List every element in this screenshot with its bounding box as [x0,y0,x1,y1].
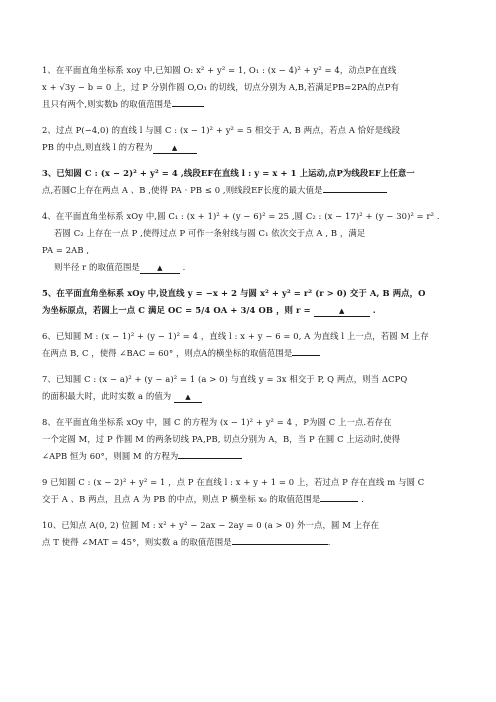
problem-text: 点,若圆C上存在两点 A 、B ,使得 PA · PB ≤ 0 ,则线段EF长度的最大值是 [42,185,323,195]
problem-1 [42,62,454,113]
problem-line: PA = 2AB , [42,245,90,255]
answer-blank[interactable]: ▲ [153,143,197,154]
problem-line: 为坐标原点，若圆上一点 C 满足 OC = 5/4 OA + 3/4 OB ，则 r = ▲ . [42,305,376,315]
problem-4 [42,208,454,276]
problem-line: 5、在平面直角坐标系 xOy 中,设直线 y = −x + 2 与圆 x² + y² = r² (r > 0) 交于 A, B 两点，O [42,288,426,298]
answer-blank[interactable] [323,182,387,193]
problem-line [42,345,454,362]
problem-line: 一个定圆 M，过 P 作圆 M 的两条切线 PA,PB, 切点分别为 A，B，当 P 在圆 C 上运动时,使得 [42,434,401,444]
problem-line: 10、已知点 A(0, 2) 位圆 M : x² + y² − 2ax − 2ay = 0 (a > 0) 外一点，圆 M 上存在 [42,520,380,530]
problem-line [42,139,454,156]
problem-line: 7、已知圆 C : (x − a)² + (y − a)² = 1 (a > 0) 与直线 y = 3x 相交于 P, Q 两点，则当 ΔCPQ [42,374,408,384]
problem-line [42,448,454,465]
problem-line: 8、在平面直角坐标系 xOy 中，圆 C 的方程为 (x − 1)² + y² = 4 ，P为圆 C 上一点.若存在 [42,417,392,427]
answer-blank[interactable]: ▲ [140,263,180,274]
problem-text: 为坐标原点，若圆上一点 C 满足 OC = 5/4 OA + 3/4 OB ，则 r = [42,305,311,315]
answer-blank[interactable]: ▲ [314,306,370,317]
problem-9 [42,474,454,508]
problem-text: 且只有两个,则实数b 的取值范围是 [42,99,172,109]
problem-text: 点 T 使得 ∠MAT = 45°，则实数 a 的取值范围是 [42,537,232,547]
problem-line [42,182,454,199]
problem-text: 则半径 r 的取值范围是 [54,262,140,272]
problem-10 [42,517,454,551]
answer-blank[interactable] [320,491,358,502]
problem-3 [42,165,454,199]
answer-blank[interactable] [232,534,328,545]
problem-line: 若圆 C₂ 上存在一点 P ,使得过点 P 可作一条射线与圆 C₁ 依次交于点 A , B ，满足 [54,228,366,238]
problem-2 [42,122,454,156]
problem-line: 2、过点 P(−4,0) 的直线 l 与圆 C : (x − 1)² + y² = 5 相交于 A, B 两点，若点 A 恰好是线段 [42,125,401,135]
problem-line [42,96,454,113]
problem-6 [42,328,454,362]
problem-text: ∠APB 恒为 60°，则圆 M 的方程为 [42,451,179,461]
problem-text: 交于 A 、B 两点，且点 A 为 PB 的中点，则点 P 横坐标 x₀ 的取值范围是 [42,494,321,504]
problem-5 [42,285,454,319]
answer-blank[interactable]: ▲ [174,392,202,403]
problem-7 [42,371,454,405]
problem-line: 点 T 使得 ∠MAT = 45°，则实数 a 的取值范围是 . [42,534,454,551]
problem-8 [42,414,454,465]
problem-text: 的面积最大时，此时实数 a 的值为 [42,391,172,401]
problem-line: 交于 A 、B 两点，且点 A 为 PB 的中点，则点 P 横坐标 x₀ 的取值范围是 . [42,491,454,508]
answer-blank[interactable] [178,448,242,459]
problem-text: 在两点 B, C ，使得 ∠BAC = 60° ，则点A的横坐标的取值范围是 [42,348,293,358]
problem-line: 则半径 r 的取值范围是 ▲ . [54,262,186,272]
problem-line: 9 已知圆 C : (x − 2)² + y² = 1 ，点 P 在直线 l : x + y + 1 = 0 上，若过点 P 存在直线 m 与圆 C [42,477,425,487]
problem-line: 6、已知圆 M : (x − 1)² + (y − 1)² = 4 ，直线 l : x + y − 6 = 0, A 为直线 l 上一点，若圆 M 上存 [42,331,429,341]
problem-line: 3、已知圆 C : (x − 2)² + y² = 4 ,线段EF在直线 l : y = x + 1 上运动,点P为线段EF上任意一 [42,168,415,178]
answer-blank[interactable] [172,96,204,107]
problem-line: x + √3y − b = 0 上，过 P 分别作圆 O,O₁ 的切线，切点分别为 A,B,若满足PB=2PA的点P有 [42,82,400,92]
problem-text: PB 的中点,则直线 l 的方程为 [42,142,153,152]
problem-line: 1、在平面直角坐标系 xoy 中,已知圆 O: x² + y² = 1, O₁ : (x − 4)² + y² = 4，动点P在直线 [42,65,397,75]
answer-blank[interactable] [292,345,320,356]
problem-line [42,388,454,405]
problem-line: 4、在平面直角坐标系 xOy 中,圆 C₁ : (x + 1)² + (y − 6)² = 25 ,圆 C₂ : (x − 17)² + (y − 30)² = r² . [42,211,440,221]
